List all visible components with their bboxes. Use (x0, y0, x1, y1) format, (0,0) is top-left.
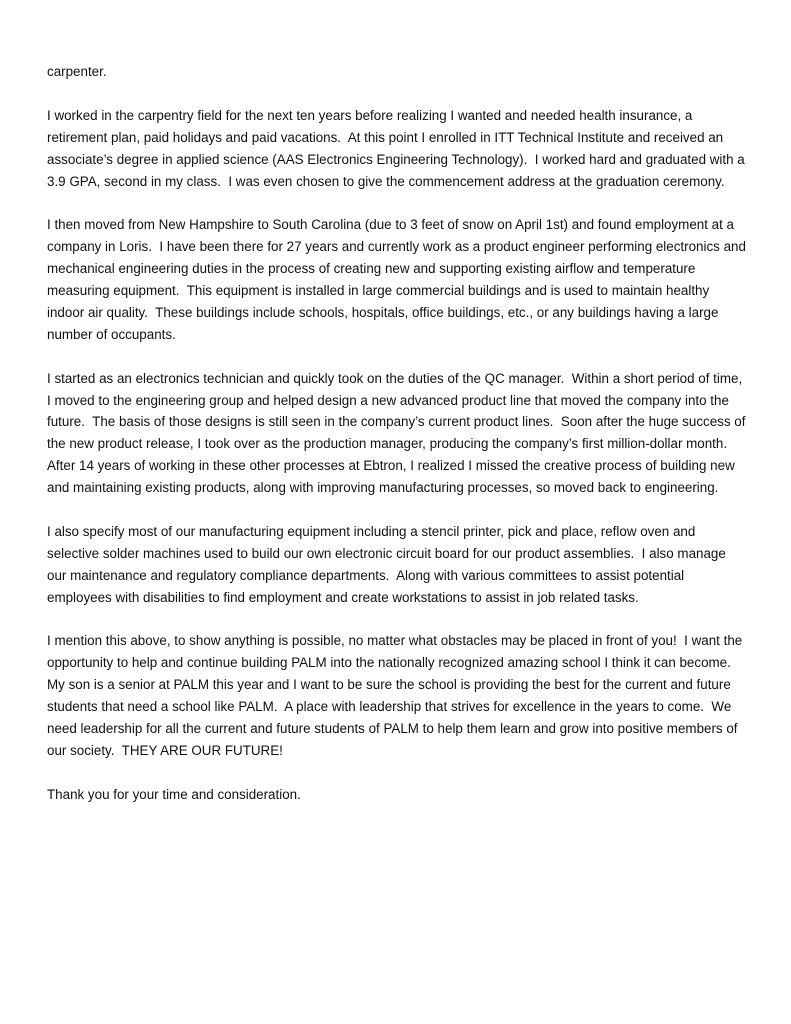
paragraph-technician-career: I started as an electronics technician and quickly took on the duties of the QC manager. Within a short period of time, I moved to the engineering group and helped design a new advanced product line that moved the company into the future. The basis of those designs is still seen in the company’s current product lines. Soon after the huge success of the new product release, I took over as the production manager, producing the company’s first million-dollar month. After 14 years of working in these other processes at Ebtron, I realized I missed the creative process of building new and maintaining existing products, along with improving manufacturing processes, so moved back to engineering. (47, 370, 750, 496)
paragraph-carpentry-career: I worked in the carpentry field for the next ten years before realizing I wanted and needed health insurance, a retirement plan, paid holidays and paid vacations. At this point I enrolled in ITT Technical Institute and received an associate’s degree in applied science (AAS Electronics Engineering Technology). I worked hard and graduated with a 3.9 GPA, second in my class. I was even chosen to give the commencement address at the graduation ceremony. (47, 107, 749, 189)
paragraph-thank-you: Thank you for your time and consideration. (47, 786, 301, 802)
paragraph-manufacturing-equipment: I also specify most of our manufacturing equipment including a stencil printer, pick and place, reflow oven and selective solder machines used to build our own electronic circuit board for our product assemblies. I also manage our maintenance and regulatory compliance departments. Along with various committees to assist potential employees with disabilities to find employment and create workstations to assist in job related tasks. (47, 523, 730, 605)
letter-body (47, 61, 750, 828)
paragraph-palm-opportunity: I mention this above, to show anything is possible, no matter what obstacles may be placed in front of you! I want the opportunity to help and continue building PALM into the nationally recognized amazing school I think it can become. My son is a senior at PALM this year and I want to be sure the school is providing the best for the current and future students that need a school like PALM. A place with leadership that strives for excellence in the years to come. We need leadership for all the current and future students of PALM to help them learn and grow into positive members of our society. THEY ARE OUR FUTURE! (47, 633, 746, 759)
paragraph-move-south-carolina: I then moved from New Hampshire to South Carolina (due to 3 feet of snow on April 1st) and found employment at a company in Loris. I have been there for 27 years and currently work as a product engineer performing electronics and mechanical engineering duties in the process of creating new and supporting existing airflow and temperature measuring equipment. This equipment is installed in large commercial buildings and is used to maintain healthy indoor air quality. These buildings include schools, hospitals, office buildings, etc., or any buildings having a large number of occupants. (47, 217, 750, 342)
paragraph-carpenter: carpenter. (47, 64, 107, 79)
